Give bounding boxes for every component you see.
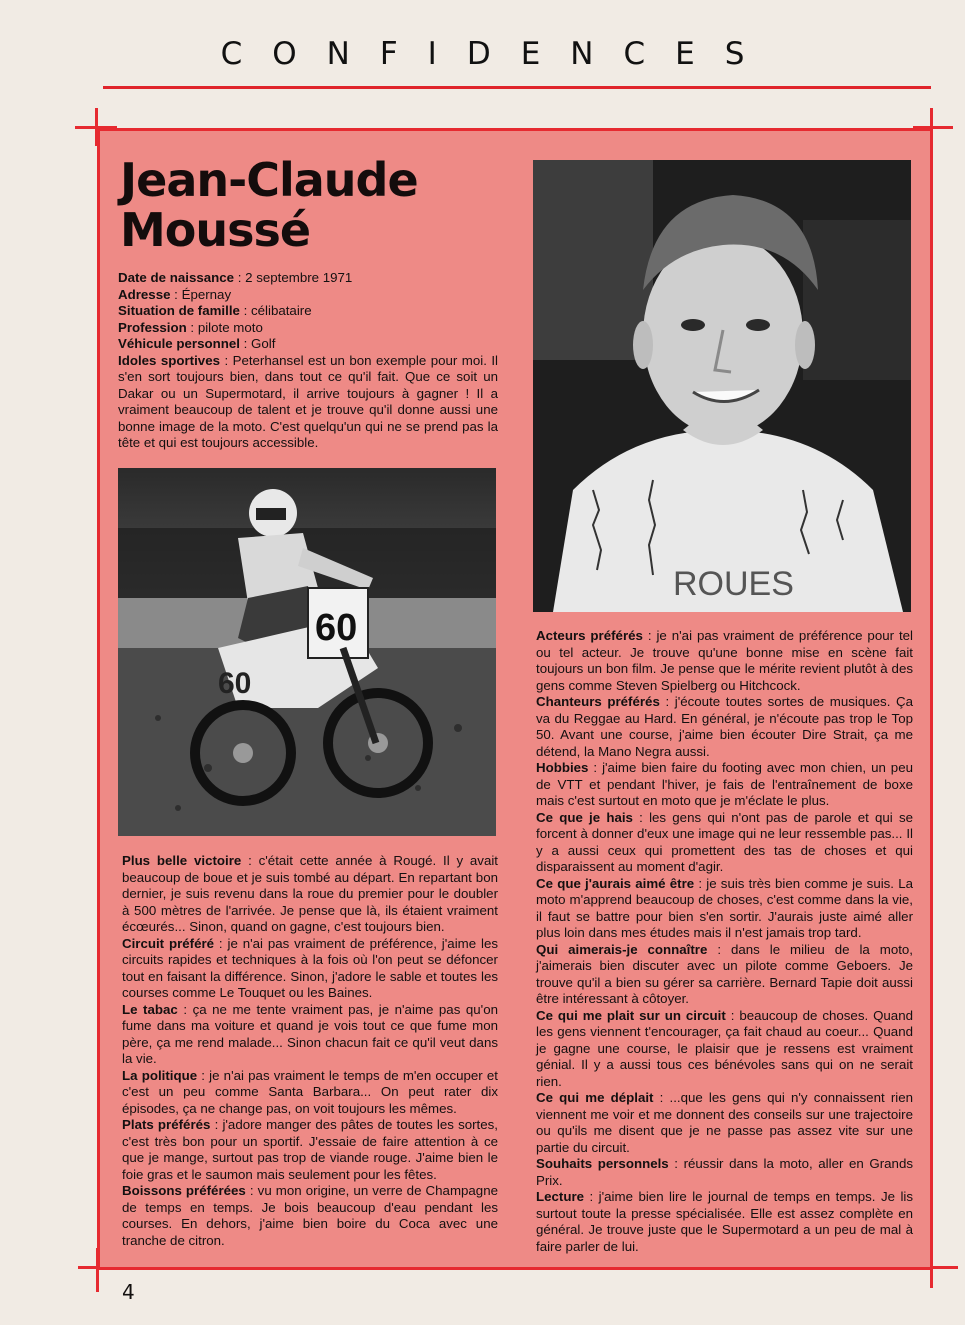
label-separator: : [241, 853, 259, 868]
profile-facts [118, 270, 498, 452]
label-separator: : [214, 935, 228, 951]
qa-entry-value: ça ne me tente vraiment pas, je n'aime pas qu'on fume dans ma voiture et quand je vois tout ce que fume mon père, ça me rend malade... Sinon chacun fait ce qu'il veut dans la vie. [122, 1001, 498, 1066]
left-column-text [122, 853, 498, 1249]
label-separator: : [239, 336, 252, 351]
qa-entry-value: je n'ai pas vraiment de préférence pour tel ou tel acteur. Je trouve qu'une bonne mise en scène fait toujours un bon film. Je pense que le mérite revient plutôt à des gens comme Steven Spielberg ou Hitchcock. [536, 628, 913, 693]
label-separator: : [584, 1189, 599, 1204]
motocross-photo-image [118, 468, 496, 836]
qa-entry-label: Circuit préféré [122, 935, 215, 951]
label-separator: : [170, 286, 182, 302]
qa-entry [122, 1117, 498, 1183]
fact-entry [118, 336, 498, 353]
qa-entry [122, 936, 498, 1002]
fact-entry-value: Épernay [181, 286, 232, 302]
person-name [120, 155, 520, 255]
qa-entry-value: réussir dans la moto, aller en Grands Prix. [536, 1156, 913, 1188]
fact-entry-value: pilote moto [197, 319, 263, 335]
qa-entry [536, 1090, 913, 1156]
qa-entry-value: vu mon origine, un verre de Champagne de temps en temps. Je bois beaucoup d'eau pendant les courses. En dehors, j'aime bien boire du Coca avec une tranche de citron. [122, 1183, 498, 1248]
fact-entry [118, 353, 498, 452]
person-name-line1: Jean-Claude [120, 153, 418, 207]
qa-entry-value: c'était cette année à Rougé. Il y avait beaucoup de boue et je suis tombé au départ. En repartant bon dernier, je suis revenu dans la roue du premier pour le doubler à 500 mètres de l'arrivée. Je pense que là, ils étaient vraiment écœurés... Sinon, quand on gagne, c'est toujours bien. [122, 853, 499, 934]
label-separator: : [725, 1007, 740, 1023]
qa-entry [122, 1068, 498, 1118]
label-separator: : [234, 270, 246, 285]
qa-entry-value: j'écoute toutes sortes de musiques. Ça va du Reggae au Hard. En général, je n'écoute pas trop le Top 50. Avant une course, j'aime bien écouter Dire Strait, ça me détend, la Mano Negra aussi. [536, 694, 913, 759]
qa-entry [536, 1156, 913, 1189]
label-separator: : [186, 319, 198, 335]
qa-entry [122, 853, 498, 936]
fact-entry [118, 270, 498, 287]
qa-entry-label: Qui aimerais-je connaître [536, 941, 708, 957]
fact-entry-label: Idoles sportives [118, 352, 220, 368]
side-plate-text: 60 [218, 667, 252, 700]
fact-entry-label: Date de naissance [118, 270, 235, 285]
fact-entry-value: célibataire [251, 303, 312, 318]
qa-entry [536, 628, 913, 694]
qa-entry-label: Le tabac [122, 1001, 178, 1017]
qa-entry [536, 876, 913, 942]
qa-entry [536, 694, 913, 760]
label-separator: : [659, 694, 675, 709]
right-column-text [536, 628, 913, 1255]
label-separator: : [694, 875, 707, 891]
qa-entry-label: Lecture [536, 1189, 585, 1204]
fact-entry [118, 303, 498, 320]
qa-entry-value: ...que les gens qui n'y connaissent rien viennent me voir et me donnent des conseils sur une trajectoire ou qu'ils me disent que je ne passe pas assez vite sur une partie du circuit. [536, 1090, 913, 1155]
qa-entry [122, 1002, 498, 1068]
label-separator: : [653, 1090, 670, 1105]
fact-entry-label: Situation de famille [118, 303, 240, 318]
qa-entry-label: Plus belle victoire [122, 853, 242, 868]
label-separator: : [239, 303, 251, 318]
page-number: 4 [122, 1280, 135, 1304]
qa-entry-value: beaucoup de choses. Quand les gens viennent t'encourager, ça fait chaud au coeur... Quand je gagne une course, le plaisir que je ressens est vraiment génial. Il y a aussi tous ces bénévoles sans qui on ne serait rien. [536, 1007, 913, 1089]
portrait-photo-image [533, 160, 911, 612]
qa-entry-label: Boissons préférées [122, 1183, 246, 1198]
label-separator: : [177, 1001, 193, 1017]
motocross-photo [118, 468, 496, 836]
qa-entry-value: j'aime bien faire du footing avec mon chien, un peu de VTT et pendant l'hiver, je fais de l'entraînement de boxe mais c'est surtout en moto que je m'éclate le plus. [536, 760, 913, 808]
qa-entry-value: je suis très bien comme je suis. La moto m'apprend beaucoup de choses, c'est comme dans la vie, il faut se battre pour bien s'en sortir. J'aurais juste aimé aller plus loin dans mes études mais il n'est jamais trop tard. [536, 875, 913, 940]
shirt-text: ROUES [673, 565, 794, 603]
fact-entry [118, 320, 498, 337]
fact-entry-label: Véhicule personnel [118, 336, 240, 351]
qa-entry [536, 1189, 913, 1255]
fact-entry-value: 2 septembre 1971 [245, 270, 353, 285]
label-separator: : [245, 1183, 258, 1198]
portrait-photo [533, 160, 911, 612]
qa-entry [536, 810, 913, 876]
qa-entry-value: dans le milieu de la moto, j'aimerais bien discuter avec un pilote comme Geboers. Je trouve qu'il a bien su gérer sa carrière. Bernard Tapie doit aussi être intéressant à côtoyer. [536, 941, 914, 1006]
label-separator: : [220, 352, 233, 368]
section-title: CONFIDENCES [220, 36, 775, 72]
qa-entry-value: je n'ai pas vraiment de préférence, j'aime les circuits rapides et techniques à la fois où l'on peut se défoncer tout en faisant la différence. Sinon, j'adore le sable et toutes les courses comme Le Touquet ou les Baines. [122, 935, 498, 1000]
qa-entry [536, 760, 913, 810]
header-rule [103, 86, 931, 89]
label-separator: : [642, 628, 657, 643]
qa-entry-value: je n'ai pas vraiment le temps de m'en occuper et c'est un peu comme Santa Barbara... On peut rater dix épisodes, ça ne change pas, on voit toujours les mêmes. [122, 1067, 498, 1116]
qa-entry-label: Hobbies [536, 760, 589, 775]
person-name-line2: Moussé [120, 203, 311, 257]
label-separator: : [197, 1067, 210, 1083]
fact-entry-label: Profession [118, 319, 187, 335]
qa-entry [536, 942, 913, 1008]
qa-entry-label: Chanteurs préférés [536, 694, 660, 709]
fact-entry-label: Adresse [118, 286, 171, 302]
qa-entry-label: Souhaits personnels [536, 1156, 669, 1171]
qa-entry-label: Ce qui me déplait [536, 1090, 654, 1105]
qa-entry-label: Ce qui me plait sur un circuit [536, 1007, 726, 1023]
qa-entry [536, 1008, 913, 1091]
fact-entry-value: Golf [251, 336, 276, 351]
label-separator: : [588, 760, 603, 775]
qa-entry-label: Plats préférés [122, 1117, 211, 1132]
qa-entry [122, 1183, 498, 1249]
qa-entry-value: j'adore manger des pâtes de toutes les sortes, c'est très bon pour un sportif. J'essaie de faire attention à ce que je mange, surtout pas trop de viande rouge. J'aime bien le foie gras et le saumon mais seulement pour les fêtes. [122, 1117, 498, 1182]
label-separator: : [210, 1117, 223, 1132]
fact-entry [118, 287, 498, 304]
qa-entry-value: les gens qui n'ont pas de parole et qui se forcent à donner d'eux une image qui ne leur ressemble pas... Il y a aussi ceux qui promettent des tas de choses et qui disparaissent au moment d'agir. [536, 809, 913, 874]
number-plate-text: 60 [315, 607, 358, 649]
fact-entry-value: Peterhansel est un bon exemple pour moi. Il s'en sort toujours bien, dans tout ce qu'il fait. Que ce soit un Dakar ou un Supermotard, il arrive toujours à gagner ! Il a vraiment beaucoup de talent et je trouve qu'il donne aussi une bonne image de la moto. C'est quelqu'un qui ne se prend pas la tête et qui est toujours accessible. [118, 352, 498, 450]
label-separator: : [707, 941, 731, 957]
qa-entry-label: Ce que je hais [536, 809, 633, 825]
label-separator: : [632, 809, 650, 825]
qa-entry-value: j'aime bien lire le journal de temps en temps. Je lis surtout toute la presse spécialisée. Elle est assez complète en général. Je trouve juste que le Supermotard a un peu de mal à faire parler de lui. [536, 1189, 914, 1254]
qa-entry-label: Acteurs préférés [536, 628, 643, 643]
qa-entry-label: Ce que j'aurais aimé être [536, 875, 695, 891]
qa-entry-label: La politique [122, 1067, 198, 1083]
label-separator: : [668, 1156, 684, 1171]
